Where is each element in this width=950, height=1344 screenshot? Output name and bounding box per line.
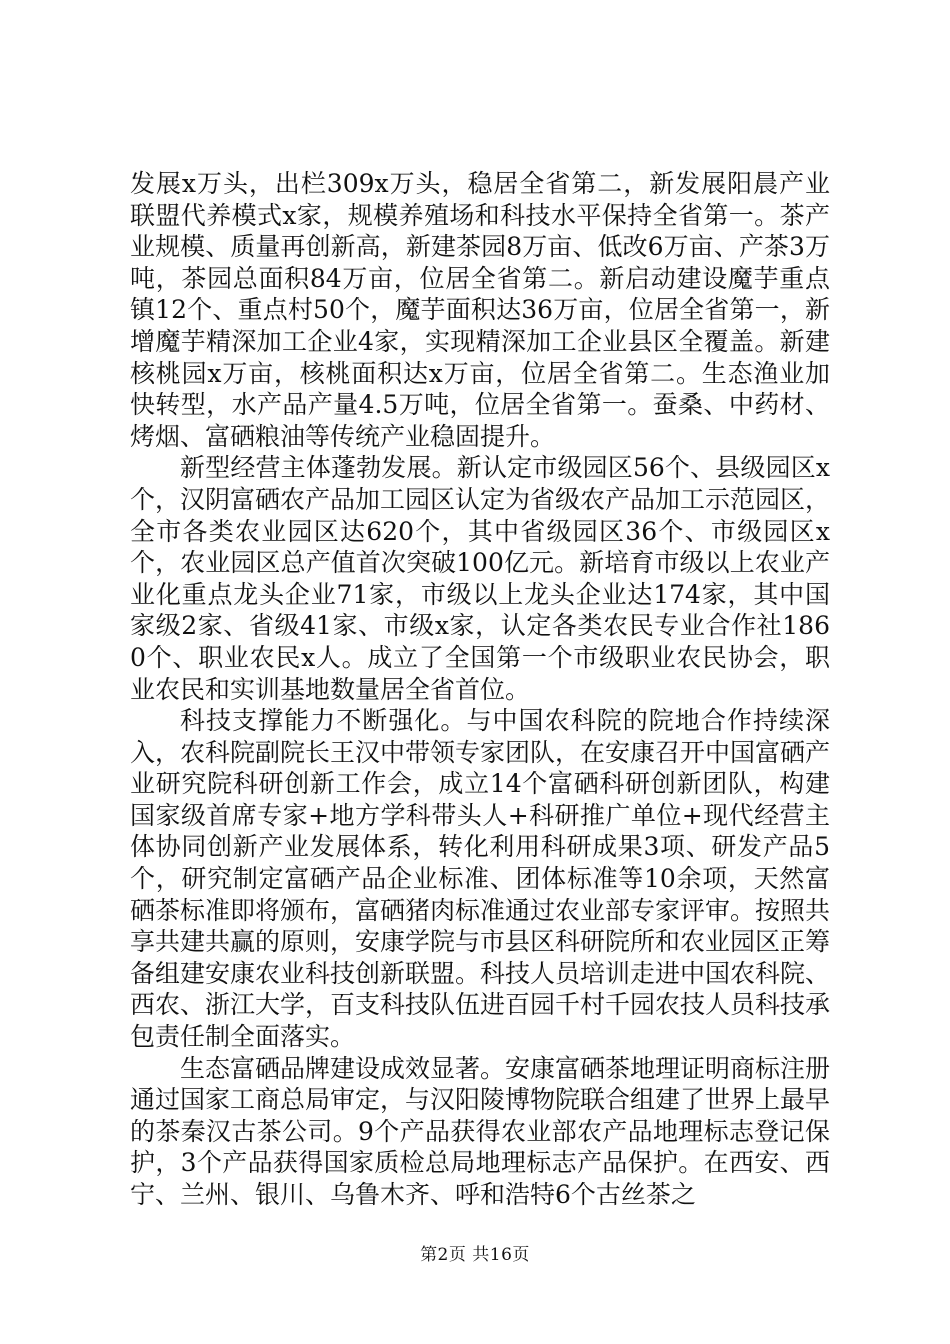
paragraph-1: 发展x万头，出栏309x万头，稳居全省第二，新发展阳晨产业联盟代养模式x家，规模养殖场和科技水平保持全省第一。茶产业规模、质量再创新高，新建茶园8万亩、低改6万亩、产茶3万吨，茶园总面积84万亩，位居全省第二。新启动建设魔芋重点镇12个、重点村50个，魔芋面积达36万亩，位居全省第一，新增魔芋精深加工企业4家，实现精深加工企业县区全覆盖。新建核桃园x万亩，核桃面积达x万亩，位居全省第二。生态渔业加快转型，水产品产量4.5万吨，位居全省第一。蚕桑、中药材、烤烟、富硒粮油等传统产业稳固提升。 [130,169,830,451]
paragraph-4: 生态富硒品牌建设成效显著。安康富硒茶地理证明商标注册通过国家工商总局审定，与汉阳陵博物院联合组建了世界上最早的茶秦汉古茶公司。9个产品获得农业部农产品地理标志登记保护，3个产品获得国家质检总局地理标志产品保护。在西安、西宁、兰州、银川、乌鲁木齐、呼和浩特6个古丝茶之 [130,1053,831,1209]
paragraph-2: 新型经营主体蓬勃发展。新认定市级园区56个、县级园区x个，汉阴富硒农产品加工园区认定为省级农产品加工示范园区，全市各类农业园区达620个，其中省级园区36个、市级园区x个，农业园区总产值首次突破100亿元。新培育市级以上农业产业化重点龙头企业71家，市级以上龙头企业达174家，其中国家级2家、省级41家、市级x家，认定各类农民专业合作社1860个、职业农民x人。成立了全国第一个市级职业农民协会，职业农民和实训基地数量居全省首位。 [130,453,831,704]
document-body [130,168,830,1211]
paragraph-3: 科技支撑能力不断强化。与中国农科院的院地合作持续深入，农科院副院长王汉中带领专家团队，在安康召开中国富硒产业研究院科研创新工作会，成立14个富硒科研创新团队，构建国家级首席专家+地方学科带头人+科研推广单位+现代经营主体协同创新产业发展体系，转化利用科研成果3项、研发产品5个，研究制定富硒产品企业标准、团体标准等10余项，天然富硒茶标准即将颁布，富硒猪肉标准通过农业部专家评审。按照共享共建共赢的原则，安康学院与市县区科研院所和农业园区正筹备组建安康农业科技创新联盟。科技人员培训走进中国农科院、西农、浙江大学，百支科技队伍进百园千村千园农技人员科技承包责任制全面落实。 [130,706,831,1052]
page-number-footer: 第2页 共16页 [420,1245,530,1265]
